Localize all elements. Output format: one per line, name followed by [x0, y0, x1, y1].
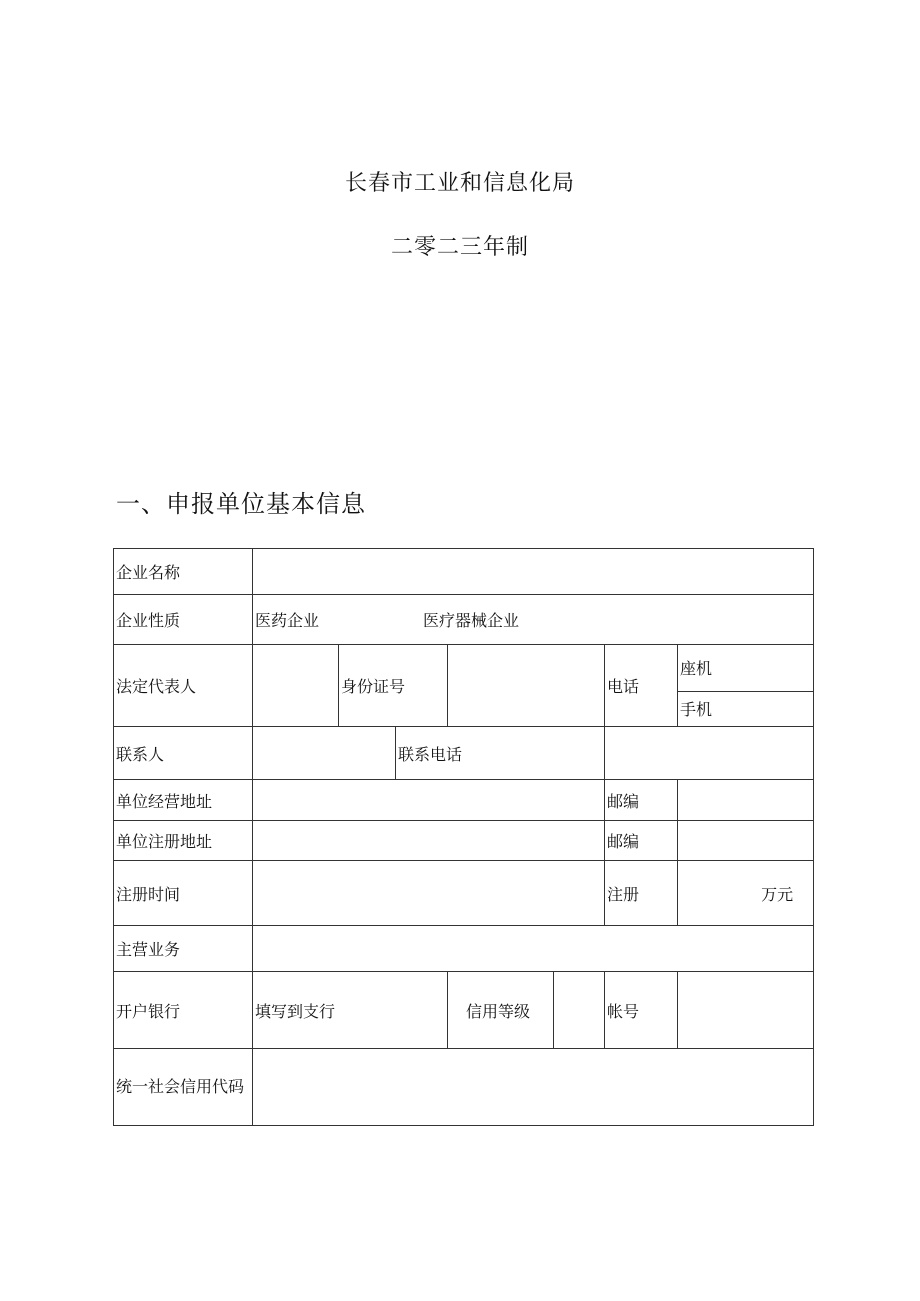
contact-phone-label: 联系电话 [396, 727, 605, 780]
issue-year: 二零二三年制 [390, 235, 529, 260]
row-registered-address [114, 821, 814, 861]
row-main-business [114, 926, 814, 972]
row-company-name [114, 549, 814, 595]
registered-address-field[interactable] [253, 821, 605, 861]
credit-code-label: 统一社会信用代码 [114, 1049, 253, 1126]
company-name-label: 企业名称 [114, 549, 253, 595]
business-address-label: 单位经营地址 [114, 780, 253, 821]
registration-time-label: 注册时间 [114, 861, 253, 926]
landline-field[interactable]: 座机 [678, 645, 813, 691]
contact-label: 联系人 [114, 727, 253, 780]
row-company-nature [114, 595, 814, 645]
postcode-field-1[interactable] [678, 780, 814, 821]
registration-time-field[interactable] [253, 861, 605, 926]
postcode-label-2: 邮编 [605, 821, 678, 861]
registered-address-label: 单位注册地址 [114, 821, 253, 861]
row-legal-representative [114, 645, 814, 727]
main-business-field[interactable] [253, 926, 814, 972]
mobile-field[interactable]: 手机 [680, 700, 713, 720]
id-number-field[interactable] [448, 645, 605, 727]
account-label: 帐号 [605, 972, 678, 1049]
business-address-field[interactable] [253, 780, 605, 821]
id-number-label: 身份证号 [339, 645, 448, 727]
registered-capital-label: 注册 [605, 861, 678, 926]
legal-rep-label: 法定代表人 [114, 645, 253, 727]
capital-unit: 万元 [761, 884, 794, 904]
company-nature-field[interactable] [253, 595, 814, 645]
applicant-info-table [113, 548, 814, 1126]
credit-rating-field[interactable] [554, 972, 605, 1049]
row-business-address [114, 780, 814, 821]
bank-hint: 填写到支行 [255, 1001, 336, 1021]
postcode-label-1: 邮编 [605, 780, 678, 821]
company-name-field[interactable] [253, 549, 814, 595]
legal-rep-field[interactable] [253, 645, 339, 727]
issuing-organization: 长春市工业和信息化局 [344, 171, 575, 196]
phone-subtable [678, 645, 813, 726]
row-registration [114, 861, 814, 926]
row-bank [114, 972, 814, 1049]
bank-field[interactable] [253, 972, 448, 1049]
main-business-label: 主营业务 [114, 926, 253, 972]
nature-option-device[interactable]: 医疗器械企业 [423, 611, 520, 630]
section-title: 一、申报单位基本信息 [116, 490, 366, 518]
nature-option-pharma[interactable]: 医药企业 [255, 611, 320, 630]
row-credit-code [114, 1049, 814, 1126]
phone-label: 电话 [605, 645, 678, 727]
phone-fields [678, 645, 814, 727]
registered-capital-field[interactable] [678, 861, 814, 926]
company-nature-label: 企业性质 [114, 595, 253, 645]
contact-phone-field[interactable] [605, 727, 814, 780]
row-contact [114, 727, 814, 780]
postcode-field-2[interactable] [678, 821, 814, 861]
contact-field[interactable] [253, 727, 396, 780]
account-field[interactable] [678, 972, 814, 1049]
bank-label: 开户银行 [114, 972, 253, 1049]
credit-rating-label: 信用等级 [448, 972, 554, 1049]
credit-code-field[interactable] [253, 1049, 814, 1126]
